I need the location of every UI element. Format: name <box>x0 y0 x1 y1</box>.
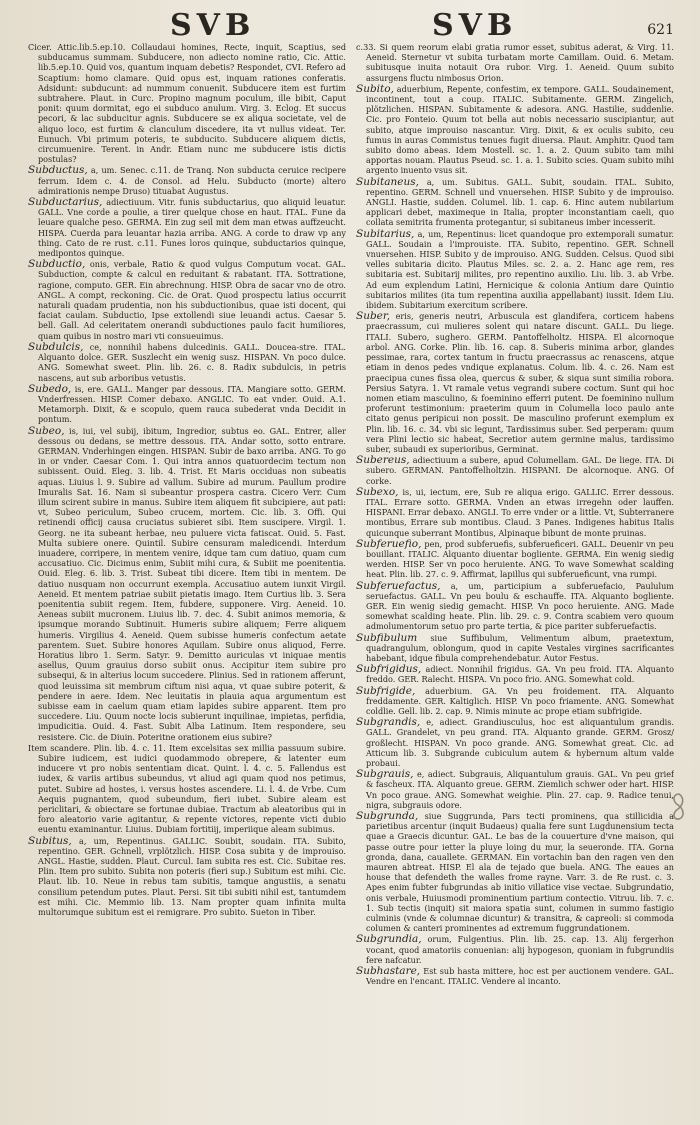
dictionary-entry <box>356 177 674 228</box>
entry-headword: Subgrunda, <box>356 810 419 823</box>
dictionary-entry <box>356 934 674 965</box>
entry-headword: Subductarius, <box>28 196 103 209</box>
dictionary-entry <box>356 686 674 717</box>
dictionary-entry <box>356 455 674 486</box>
entry-text: ce, nonnihil habens dulcedinis. GALL. Doucea-stre. ITAL. Alquanto dolce. GER. Suszlecht ein wenig susz. HISPAN. Vn poco dulce. ANG. Somewhat sweet. Plin. lib. 26. c. 8. Radix subdulcis, in petris nascens, aut sub arboribus vetustis. <box>38 341 346 383</box>
entry-text: e, adiect. Subgrauis, Aliquantulum grauis. GAL. Vn peu grief & fascheux. ITA. Alquanto greue. GERM. Ziemlich schwer oder hart. HISP. Vn poco graue. ANG. Somewhat weighie. Plin. 27. cap. 9. Radice tenui, nigra, subgrauis odore. <box>366 769 674 810</box>
entry-text: Item scandere. Plin. lib. 4. c. 11. Item excelsitas sex millia passuum subire. Subire iudicem, est iudici quodammodo obrepere, & latenter eum inducere vt pro nobis sententiam dicat. Quint. l. 4. c. 5. Fallendus est iudex, & variis artibus subeundus, vt aliud agi quam quod nos petimus, putet. Subire ad hostes, i. versus hostes ascendere. Li. l. 4. de Vrbe. Cum Aequis pugnantem, quod subeundum, fieri iubet. Subire aleam est periclitari, & obiectare se fortunae dubiae. Tractum ab aleatoribus qui in foro aleatorio varie agitantur, & repente victores, repente victi dubio euentu examinantur. Liuius. Dubiam fortitiij, imperiique aleam subimus. <box>28 742 346 835</box>
entry-headword: Suber, <box>356 310 391 323</box>
entry-text: a, um, Repentinus: licet quandoque pro extemporali sumatur. GALL. Soudain a l'improuiste. ITA. Subito, repentino. GER. Schnell vnuersehen. HISP. Subito y de improuiso. ANG. Sudden. Celsus. Quod sibi velles subitaria dicito. Plautus Miles. sc. 2. a. 2. Hanc age rem, res subitaria est. Subitarij milites, pro repentino auxilio. Liu. lib. 3. ab Vrbe. Ad eum explendum Latini, Hernicique & colonia Antium dare Quintio subitarios milites (ita tum repentina auxilia appellabant) iussit. Idem Liu. ibidem. Subitarium exercitum scribere. <box>366 228 674 311</box>
right-column <box>356 42 674 1112</box>
left-column <box>28 42 346 1112</box>
page-number: 621 <box>647 22 674 38</box>
entry-text: a, um, Repentinus. GALLIC. Soubit, soudain. ITA. Subito, repentino. GER. Gchnell, vrplötzlich. HISP. Cosa subita y de improuiso. ANGL. Hastie, sudden. Plaut. Curcul. Iam subita res est. Cic. Subitae res. Plin. Item pro subito. Subita non poteris (fieri sup.) Subitum est mihi. Cic. Plaut. lib. 10. Neue in rebus tam subitis, tamque angustiis, a senatu consilium petendum putes. Plaut. Persi. Sit tibi subiti nihil est, tantumdem est mihi. Cic. Memmio lib. 13. Nam propter quam infinita multa multorumque subitum est ei remigrare. Pro subito. Sueton in Tiber. <box>38 835 346 918</box>
dictionary-entry <box>28 836 346 918</box>
dictionary-entry <box>28 197 346 258</box>
dictionary-entry <box>356 717 674 768</box>
running-head-right: SVB <box>432 8 518 43</box>
entry-text: orum, Fulgentius. Plin. lib. 25. cap. 13. Alij fergerhon vocant, quod amatoriis conuenian: alij hypogeson, quoniam in fubgrundiis fere nafcatur. <box>366 934 674 965</box>
dictionary-entry <box>356 769 674 810</box>
entry-headword: Subfrigide, <box>356 684 416 697</box>
entry-headword: Subitaneus, <box>356 175 419 188</box>
handwritten-mark-icon <box>666 790 692 824</box>
entry-text: siue Suggrunda, Pars tecti prominens, qua stillicidia a parietibus arcentur (inquit Budaeus) qualia fere sunt Lugdunensium tecta quae a Graecis dicuntur. GAL. Le bas de la couuerture d'vne maison, qui passe outre pour ietter la pluye loing du mur, la seueronde. ITA. Gorna gronda, dana, cauallete. GERMAN. Ein vortachin ban den ragen ven den mauren abtreat. HISP. El ala de tejado que buela. ANG. The eaues an house that defendeth the walles frome rayne. Varr. 3. de Re rust. c. 3. Apes enim fubter fubgrundas ab initio villatice vise vectae. Subgrundatio, onis verbale, Huiusmodi prominentium partium contectio. Vitruu. lib. 7. c. 1. Sub tectis (inquit) sit maiora spatia sunt, columen in summo fastigio culminis (vnde & columnae dicuntur) & transitra, & capreoli: si commoda columen & canteri prominentes ad extremum fuggrundationem. <box>366 811 674 934</box>
entry-text: Est sub hasta mittere, hoc est per auctionem vendere. GAL. Vendre en l'encant. ITALIC. Vendere al incanto. <box>366 966 674 987</box>
running-head-left: SVB <box>170 8 256 43</box>
entry-headword: Subereus, <box>356 454 410 467</box>
entry-text: a, um. Subitus. GALL. Subit, soudain. ITAL. Subito, repentino. GERM. Schnell und vnuersehen. HISP. Subito y de improuiso. ANGLI. Hastie, sudden. Columel. lib. 1. cap. 6. Hinc autem nubilarium applicari debet, maximeque in Italia, propter inconstantiam caeli, quo collata semitrita frumenta protegantur, si subitaneus imber incesserit. <box>366 176 674 228</box>
dictionary-entry <box>28 259 346 341</box>
entry-text: adiectiuum a subere, apud Columellam. GAL. De liege. ITA. Di subero. GERMAN. Pantoffelholtzin. HISPANI. De alcornoque. ANG. Of corke. <box>366 455 674 486</box>
entry-text: onis, verbale, Ratio & quod vulgus Computum vocat. GAL. Subduction, compte & calcul en reduitant & rabatant. ITA. Sottratione, ragione, computo. GER. Ein abrechnung. HISP. Obra de sacar vno de otro. ANGL. A compt, reckoning. Cic. de Orat. Quod prospectu latius occurrit naturali quadam prudentia, non his subductionibus, quae isti docent, qui faciat caulam. Subductio, Ipse extollendi siue leuandi actus. Caesar 5. bell. Gall. Ad celeritatem onerandi subductiones paulo facit humiliores, quam quibus in nostro mari vti consueuimus. <box>38 259 346 341</box>
entry-text: e, adiect. Grandiusculus, hoc est aliquantulum grandis. GALL. Grandelet, vn peu grand. ITA. Alquanto grande. GERM. Grosz/ großlecht. HISPAN. Vn poco grande. ANG. Somewhat great. Cic. ad Atticum lib. 3. Subgrande cubiculum autem & hybernum altum valde probaui. <box>366 717 674 769</box>
entry-headword: Subductio, <box>28 258 86 271</box>
dictionary-entry <box>356 84 674 176</box>
entry-text: eris, generis neutri, Arbuscula est glandifera, corticem habens praecrassum, cui mulieres solent qui natare discunt. GALL. Du liege. ITALI. Subero, sughero. GERM. Pantoffelholtz. HISPA. El alcornoque arbol. ANG. Corke. Plin. lib. 16. cap. 8. Suberis minima arbor, glandes pessimae, rara, cortex tantum in fructu praecrassus ac renascens, atque etiam in denos pedes vndique explanatus. Colum. lib. 4. c. 26. Nam est praecipua cunes fissa olea, quercus & suber, & siqua sunt similia robora. Persius Satyra. 1. Vt ramale vetus vegrandi subere coctum. Sunt qui hoc nomen etiam masculino, & foeminino efferri putent. De foeminino nullum proferunt testimonium: praeterim quum in Columella loco paulo ante citato genus peripicui non possit. De masculino proferunt exemplum ex Plin. lib. 16. c. 34. vbi sic legunt, Tardissimus suber. Sed perperam: quum vera Plini lectio sic habeat, Secretior autem germine malus, tardissimo suber, subaudi ex superioribus, Germinat. <box>366 311 674 454</box>
entry-headword: Subeo, <box>28 424 65 437</box>
entry-text: Cicer. Attic.lib.5.ep.10. Collaudaui homines, Recte, inquit, Scaptius, sed subducamus summam. Subducere, non adiecto nomine ratio, Cic. Attic. lib.5.ep.10. Quid vos, quantum inquam debetis? Respondet, CVI. Refero ad Scaptium: homo clamare. Quid opus est, inquam rationes conferatis. Adsidunt: subducunt: ad nummum conuenit. Subducere item est furtim subtrahere. Plaut. in Curc. Propino magnum poculum, ille bibit, Caput ponit: quum dormitat, ego ei subduco anulum. Virg. 3. Eclog. Et succus pecori, & lac subducitur agnis. Subducere se ex aliqua societate, vel de aliquo loco, est furtim & clanculum discedere, ita vt nullus videat. Ter. Eunuch. Vbi primum poteris, te subducito. Subducere aliquem dictis, circumuenire. Terent. in Andr. Etiam nunc me subducere istis dictis postulas? <box>28 42 346 165</box>
entry-text: pen, prod subferuefis, subferueficeri. GALL. Deuenir vn peu bouillant. ITALIC. Alquanto diuentar bogliente. GERMA. Ein wenig siedig werden. HISP. Ser vn poco heruiente. ANG. To wave Somewhat scalding heat. Plin. lib. 27. c. 9. Affirmat, lapillus qui subferueficunt, vna rumpi. <box>366 538 674 580</box>
entry-headword: Subexo, <box>356 485 399 498</box>
entry-text: a, um. Senec. c.11. de Tranq. Non subducta ceruice recipere ferrum. Idem c. 4. de Consol. ad Helu. Subducto (morte) altero admirationis nempe Druso) tituabat Augustus. <box>38 165 346 196</box>
dictionary-entry-intro <box>356 42 674 83</box>
entry-headword: Subgrauis, <box>356 768 414 781</box>
dictionary-entry <box>356 581 674 632</box>
dictionary-entry <box>28 342 346 383</box>
dictionary-entry <box>356 487 674 538</box>
dictionary-entry <box>28 384 346 425</box>
entry-headword: Subferuefactus, <box>356 579 441 592</box>
entry-headword: Subductus, <box>28 164 88 177</box>
dictionary-entry <box>356 633 674 664</box>
entry-headword: Subgrundia, <box>356 933 422 946</box>
entry-text: c.33. Si quem reorum elabi gratia rumor esset, subitus aderat, & Virg. 11. Aeneid. Sternetur vt subita turbatam morte Camillam. Ouid. 6. Metam. subitusque inuita notauit Ora rubor. Virg. 1. Aeneid. Quum subito assurgens fluctu nimbosus Orion. <box>356 42 674 83</box>
entry-headword: Subhastare, <box>356 965 421 978</box>
entry-headword: Subitus, <box>28 834 72 847</box>
entry-text: a, um, participium a subferuefacio, Paululum seruefactus. GALL. Vn peu boulu & eschauffe. ITA. Alquanto bogliente. GER. Ein wenig siedig gemacht. HISP. Vn poco heruiente. ANG. Made somewhat scalding heate. Plin. lib. 29. c. 9. Contra scabiem vero quoum admolumentorum setuo pro parte tertia, & pice pariter subferuefactis. <box>366 580 674 632</box>
entry-headword: Subfibulum <box>356 631 418 644</box>
entry-text: is, iui, vel subij, ibitum, Ingredior, subtus eo. GAL. Entrer, aller dessous ou dedans, se mettre dessous. ITA. Andar sotto, sotto entrare. GERMAN. Vnderhingen eingen. HISPAN. Subir de baxo arriba. ANG. To go in or vnder. Caesar Com. 1. Qui intra annos quatuordecim tectum non subissent. Ouid. Eleg. 3. lib. 4. Trist. Et Maris occiduas non subeatis aquas. Liuius l. 9. Subire ad vallum. Subire ad murum. Paullum prodire Imuralis Sat. 16. Nam si subeantur prospera castra. Cicero Verr. Cum illum scirent subire in manus. Subire item aliquem fit subcipiere, aut pati: vt, Subeo periculum, Subeo crucem, mortem. Cic. lib. 3. Offi. Qui retinendi officij causa cruciatus subieret sibi. Item suscipere. Virgil. 1. Georg. ne ita subeant herbae, neu puluere victa fatiscat. Ouid. 5. Fast. Multa subiere onere. Quintil. Subire censuram maledicendi. Interdum inuadere, corripere, in mentem venire, idque tam cum datiuo, quam cum accusatiuo. Cic. Dicimus enim, Subiit mihi cura, & Subiit me poenitentia. Ouid. Eleg. 6. lib. 3. Trist. Subeat tibi dicere. Item tibi in mentem. De datiuo nusquam non occurrunt exempla. Accusatiuo autem iunxit Virgil. Aeneid. Et mentem patriae subiit pietatis imago. Item Curtius lib. 3. Sera poenitentia subiit regem. Item, fubdere, supponere. Virg. Aeneid. 10. Aeneas subiit mucronem. Liuius lib. 7. dec. 4. Subit animos memoria, & ipsumque morando Subtinuit. Humeris subire aliquem; Ferre aliquem humeris. Virgilius 4. Aeneid. Quem subisse humeris confectum aetate parentem. Suet. Subire honores Aquilam. Subire onus aliquod, Ferre. Horatius libro 1. Serm. Satyr. 9. Demitto auriculas vt iniquae mentis asellus, Quum grauius dorso subiit onus. Accipitur item subire pro subsequi, & in alterius locum succedere. Plinius. Sed in rationem afferunt, quod leuissima sit membrum ciftum nisi aqua, vt quae subire poterit, & pendere in aere. Idem. Nec leuitatis in plauia aqua argumentum est subisse eam in caelum quam etiam lapides subire apparent. Item pro succedere. Liu. Quum nocte locis subierunt inquilinae, impietas, perfidia, impudicitia. Ouid. 4. Fast. Subit Alba Latinum. Item respondere, seu resistere. Cic. de Diuin. Poteritne orationem eius subire? <box>38 425 346 742</box>
entry-headword: Subito, <box>356 82 394 95</box>
dictionary-entry <box>356 539 674 580</box>
entry-headword: Subfrigidus, <box>356 663 422 676</box>
entry-headword: Subitarius, <box>356 227 415 240</box>
entry-text: is, ere. GALL. Manger par dessous. ITA. Mangiare sotto. GERM. Vnderfressen. HISP. Comer debaxo. ANGLIC. To eat vnder. Ouid. A.1. Metamorph. Dixit, & e scopulo, quem rauca subederat vnda Decidit in pontum. <box>38 383 346 425</box>
entry-text: is, ui, iectum, ere, Sub re aliqua erigo. GALLIC. Errer dessous. ITAL. Errare sotto. GERMA. Vnden an etwas irregehn oder lauffen. HISPANI. Errar debaxo. ANGLI. To erre vnder or a little. Vt, Subterranere montibus, Errare sub montibus. Claud. 3 Panes. Indigenes habitus Italis quicunque suberrant Montibus, Alpinaque bibunt de monte pruinas. <box>366 486 674 538</box>
entry-text: aduerbium. GA. Vn peu froidement. ITA. Alquanto freddamente. GER. Kaltiglich. HISP. Vn poco friamente. ANG. Somewhat coldlie. Gell. lib. 2. cap. 9. Nimis minute ac prope etiam subfrigide. <box>366 685 674 716</box>
entry-headword: Subedo, <box>28 382 72 395</box>
dictionary-entry-intro <box>28 42 346 164</box>
dictionary-entry <box>356 811 674 933</box>
dictionary-entry <box>28 165 346 196</box>
entry-headword: Subdulcis, <box>28 340 84 353</box>
entry-text: adiectiuum. Vitr. funis subductarius, quo aliquid leuatur. GALL. Vne corde a poulie, a tirer quelque chose en haut. ITAL. Fune da leuare qualche peso. GERMA. Ein zug seil mit dem man etwas auffzeucht. HISPA. Cuerda para leuantar hazia arriba. ANG. A corde to draw vp any thing. Cato de re rust. c.11. Funes loros quinque, subductarios quinque, medipontos quinque. <box>38 197 346 259</box>
dictionary-entry <box>356 311 674 454</box>
dictionary-entry <box>28 426 346 742</box>
dictionary-entry <box>28 743 346 835</box>
dictionary-entry <box>356 966 674 986</box>
entry-headword: Subgrandis, <box>356 716 421 729</box>
dictionary-entry <box>356 229 674 311</box>
dictionary-entry <box>356 664 674 684</box>
entry-text: adiect. Nonnihil frigidus. GA. Vn peu froid. ITA. Alquanto freddo. GER. Ralecht. HISPA. Vn poco frio. ANG. Somewhat cold. <box>366 664 674 685</box>
entry-text: siue Suffibulum, Velimentum album, praetextum, quadrangulum, oblongum, quod in capite Vestales virgines sacrificantes habebant, idque fibula comprehendebatur. Autor Festus. <box>366 632 674 663</box>
entry-headword: Subferuefio, <box>356 537 422 550</box>
entry-text: aduerbium, Repente, confestim, ex tempore. GALL. Soudainement, incontinent, tout a coup. ITALIC. Subitamente. GERM. Zingelich, plötzlichen. HISPAN. Subitamente & adesora. ANG. Hastilie, suddenlie. Cic. pro Fonteio. Quum tot bella aut nobis necessario suscipiantur, aut subito, atque improuiso nascantur. Virg. Dixit, & ex oculis subito, ceu fumus in auras Commistus tenues fugit diuersa. Plaut. Amphitr. Quod tam subito domo abeas. Idem Mostell. sc. 1. a. 2. Quum subito tam mihi apportas nouam. Plautus Pseud. sc. 1. a. 1. Subito scies. Quam subito mihi argento inuento vsus sit. <box>366 83 674 176</box>
